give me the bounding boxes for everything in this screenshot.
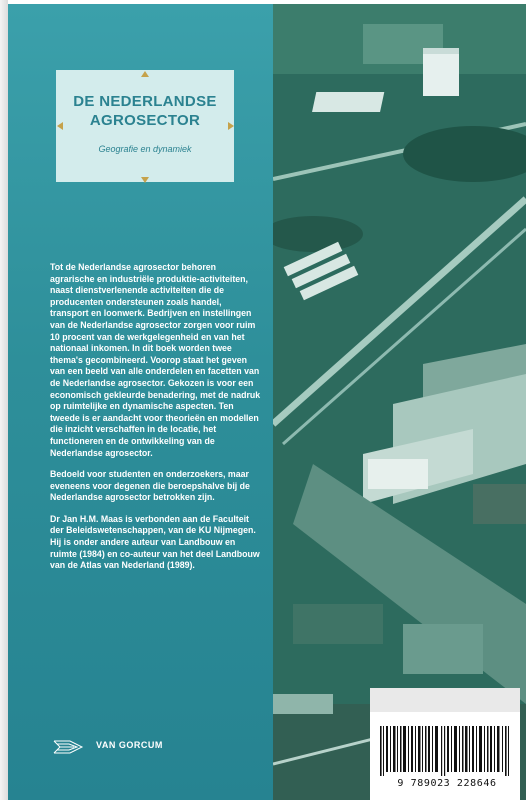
ornament-top-icon [141,71,149,77]
book-back-cover [8,4,526,800]
book-title: DE NEDERLANDSE AGROSECTOR [73,93,217,129]
ornament-left-icon [57,122,63,130]
title-box [56,70,234,182]
book-subtitle: Geografie en dynamiek [98,144,192,154]
blurb-paragraph-audience: Bedoeld voor studenten en onderzoekers, maar eveneens voor degenen die beroepshalve bij de Nederlandse agrosector betrokken zijn. [50,469,250,503]
ornament-right-icon [228,122,234,130]
aerial-photo-illustration [273,4,526,800]
barcode-icon [378,726,514,776]
publisher-name: VAN GORCUM [96,740,163,750]
aerial-photo [273,4,526,800]
isbn-number: 9 789023 228646 [397,778,497,789]
sticker-band [370,688,520,712]
cover-text-panel [8,4,273,800]
blurb-paragraph-author: Dr Jan H.M. Maas is verbonden aan de Faculteit der Beleidswetenschappen, van de KU Nijmegen. Hij is onder andere auteur van Landbouw en ruimte (1984) en co-auteur van het deel Landbouw van de Atlas van Nederland (1989). [50,513,260,571]
book-spine-edge [0,0,8,800]
van-gorcum-logo-icon [52,737,86,757]
barcode-sticker [370,688,520,800]
ornament-bottom-icon [141,177,149,183]
blurb-paragraph-summary: Tot de Nederlandse agrosector behoren agrarische en industriële produktie-activiteiten, naast dienstverlenende activiteiten die de producenten ondersteunen zoals handel, transport en loonwerk. Bedrijven en instellingen van de Nederlandse agrosector zorgen voor ruim 10 procent van de werkgelegenheid en van het nationaal inkomen. In dit boek worden twee thema's gecombineerd. Voorop staat het geven van een beeld van alle onderdelen en facetten van de Nederlandse agrosector. Gekozen is voor een economisch gekleurde benadering, met de nadruk op ruimtelijke en dynamische aspecten. Ten tweede is er aandacht voor theorieën en modellen die inzicht verschaffen in de locatie, het functioneren en de ontwikkeling van de Nederlandse agrosector. [50,262,261,458]
back-cover-blurb [50,262,262,582]
